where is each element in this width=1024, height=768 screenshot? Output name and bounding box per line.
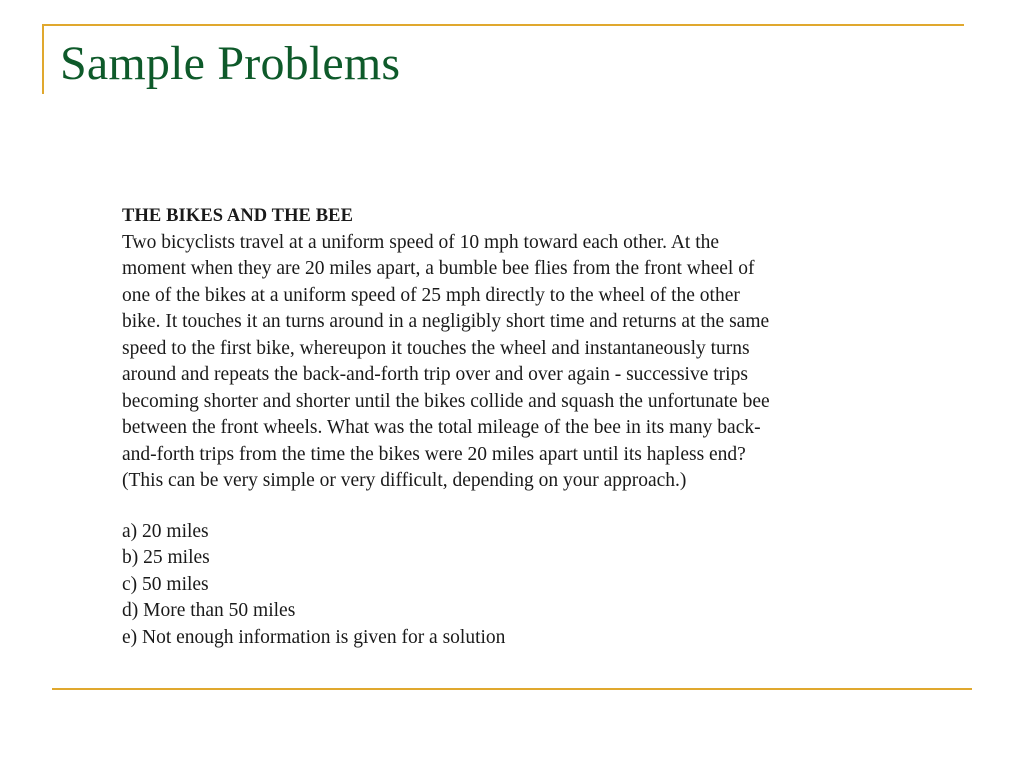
answer-option-a: a) 20 miles xyxy=(122,520,209,542)
bottom-accent-line xyxy=(52,688,972,690)
answer-option-e: e) Not enough information is given for a solution xyxy=(122,626,506,648)
left-accent-line xyxy=(42,24,44,94)
answer-option-b: b) 25 miles xyxy=(122,547,210,568)
answer-option-c: c) 50 miles xyxy=(122,573,209,595)
problem-scan xyxy=(122,203,922,651)
top-accent-line xyxy=(42,24,964,26)
answer-option-d: d) More than 50 miles xyxy=(122,600,296,621)
problem-body: Two bicyclists travel at a uniform speed of 10 mph toward each other. At the moment when they are 20 miles apart, a bumble bee flies from the front wheel of one of the bikes at a uniform speed of 25 mph directly to the wheel of the other bike. It touches it an turns around in a negligibly short time and returns at the same speed to the first bike, whereupon it touches the wheel and instantaneously turns around and repeats the back-and-forth trip over and over again - successive trips becoming shorter and shorter until the bikes collide and squash the unfortunate bee between the front wheels. What was the total mileage of the bee in its many back- and-forth trips from the time the bikes were 20 miles apart until its hapless end? (This can be very simple or very difficult, depending on your approach.) xyxy=(122,231,770,491)
answer-options xyxy=(122,519,922,652)
problem-heading: THE BIKES AND THE BEE xyxy=(122,206,354,226)
slide-title: Sample Problems xyxy=(60,37,401,90)
